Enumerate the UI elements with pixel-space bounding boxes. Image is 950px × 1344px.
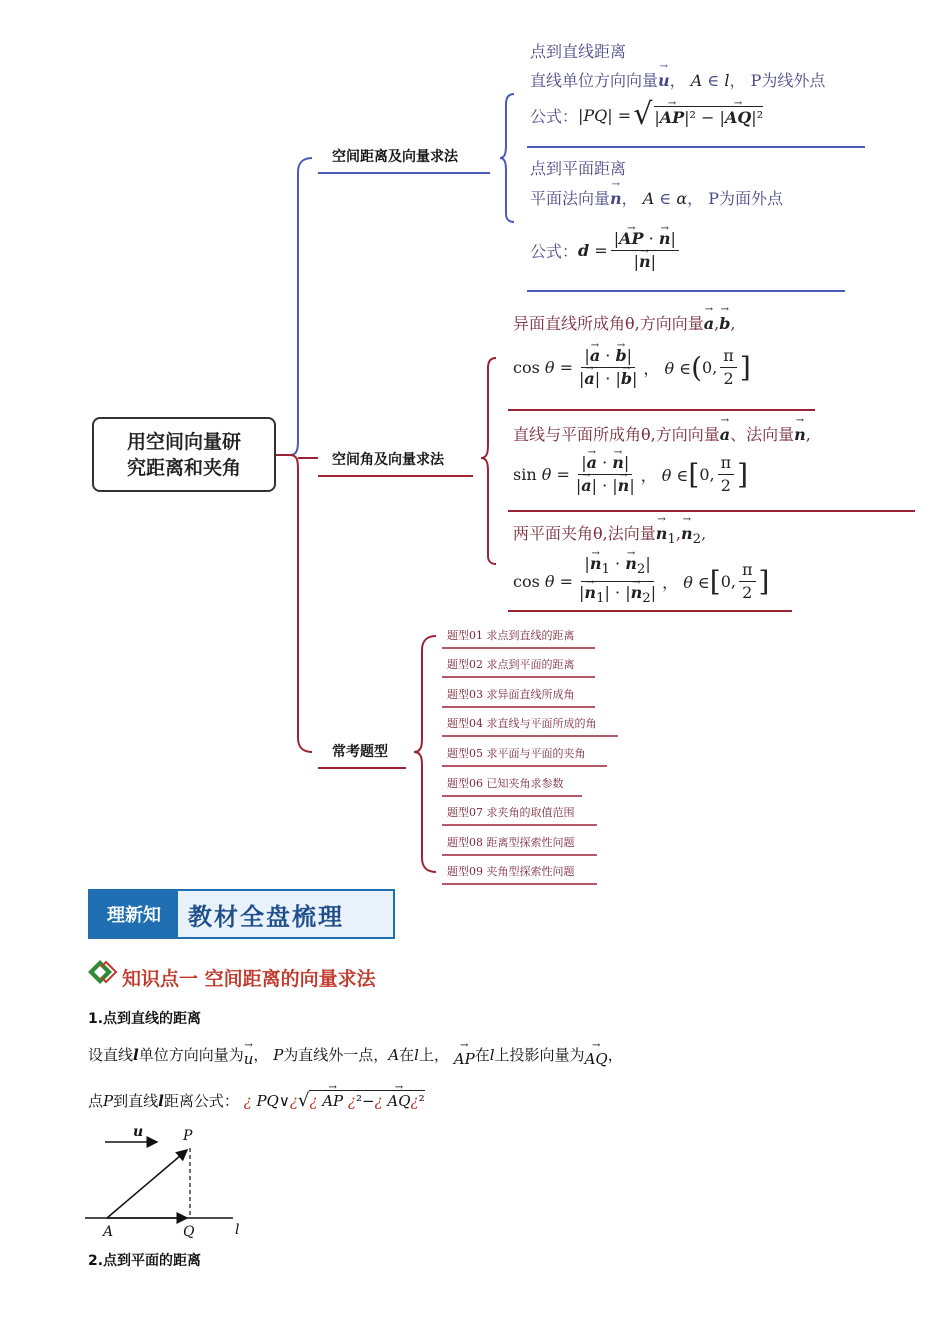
point-line-desc: 直线单位方向向量→ u， A ∈ l， P为线外点 (530, 68, 825, 91)
subsection-title-2: 2.点到平面的距离 (88, 1253, 202, 1269)
type-item-01: 题型01 求点到直线的距离 (447, 629, 575, 642)
type-item-08: 题型08 距离型探索性问题 (447, 836, 575, 849)
point-line-formula-text: 点P到直线l距离公式： ¿ PQ∨¿√¿ → AP ¿²−¿ → AQ¿² (88, 1090, 425, 1111)
subsection-title-1: 1.点到直线的距离 (88, 1011, 202, 1027)
point-line-title: 点到直线距离 (530, 42, 627, 61)
diamond-icon (86, 958, 120, 988)
root-line-2: 究距离和夹角 (126, 456, 241, 479)
skew-angle-title: 异面直线所成角θ,方向向量→ a,→ b, (513, 311, 735, 334)
section-banner (88, 889, 395, 939)
type-item-02: 题型02 求点到平面的距离 (447, 658, 575, 671)
banner-left-label: 理新知 (90, 891, 178, 937)
branch-distance-label: 空间距离及向量求法 (332, 149, 458, 165)
point-line-figure (85, 1122, 265, 1242)
branch-types-label: 常考题型 (332, 744, 388, 760)
figure-label-l: l (235, 1222, 240, 1238)
type-item-06: 题型06 已知夹角求参数 (447, 777, 564, 790)
skew-angle-formula: cos θ = $\frac{|\to a \cdot \to b|}{|\to a| \cdot |\to b|}$ ， θ ∈ ( 0, $\frac{\pi}{2}$ ] (513, 345, 751, 390)
root-line-1: 用空间向量研 (126, 430, 241, 453)
figure-label-a: A (103, 1224, 114, 1240)
point-plane-formula: 公式： d = $\frac{|\to AP \cdot \to n|}{|\to n|}$ (530, 228, 682, 273)
figure-label-p: P (183, 1128, 193, 1144)
branch-angle-label: 空间角及向量求法 (332, 452, 444, 468)
line-plane-title: 直线与平面所成角θ,方向向量→ a、法向量→ n, (513, 422, 811, 445)
type-item-09: 题型09 夹角型探索性问题 (447, 865, 575, 878)
type-item-03: 题型03 求异面直线所成角 (447, 688, 575, 701)
plane-plane-formula: cos θ = $\frac{|\to n_1 \cdot \to n_2|}{|\to n_1| \cdot |\to n_2|}$ ， θ ∈ [ 0, $\frac{\pi}{2}$ ] (513, 553, 769, 610)
mindmap-root-node (92, 417, 276, 492)
figure-label-q: Q (183, 1224, 195, 1240)
plane-plane-title: 两平面夹角θ,法向量→ $n_1,\to n_2$, (513, 521, 706, 547)
knowledge-point-title: 知识点一 空间距离的向量求法 (122, 968, 376, 990)
point-plane-title: 点到平面距离 (530, 159, 627, 178)
point-plane-desc: 平面法向量→ n， A ∈ α， P为面外点 (530, 186, 783, 209)
line-plane-formula: sin θ = $\frac{|\to a \cdot \to n|}{|\to a| \cdot |\to n|}$ ， θ ∈ [ 0, $\frac{\pi}{2}$ ] (513, 452, 748, 497)
point-line-description: 设直线l单位方向向量为→ u， P为直线外一点，A在l上， → AP在l上投影向量为→ AQ， (88, 1044, 623, 1065)
figure-label-u: u (133, 1124, 144, 1140)
banner-right-title: 教材全盘梳理 (188, 902, 344, 931)
type-item-05: 题型05 求平面与平面的夹角 (447, 747, 586, 760)
point-line-formula: 公式： |PQ| = √ |→ AP|² − |→ AQ|² (530, 100, 763, 130)
type-item-04: 题型04 求直线与平面所成的角 (447, 717, 597, 730)
type-item-07: 题型07 求夹角的取值范围 (447, 806, 575, 819)
